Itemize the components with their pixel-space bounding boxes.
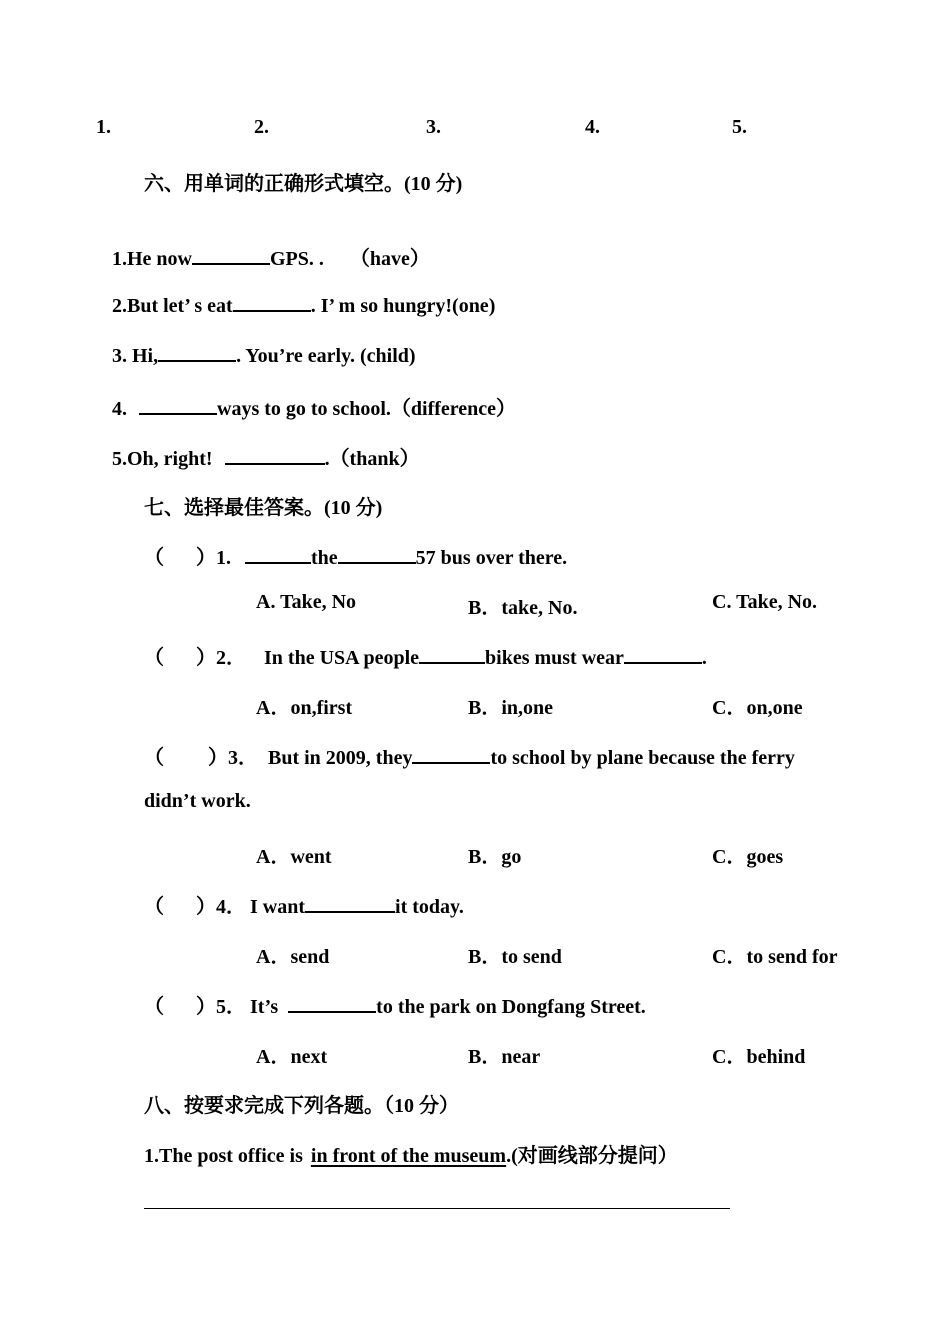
option-b[interactable]: B．go [468, 846, 522, 868]
answer-line[interactable] [144, 1208, 730, 1209]
choice-blank[interactable] [624, 644, 702, 664]
option-c[interactable]: C．to send for [712, 946, 838, 968]
fill-item-pre: 1.He now [112, 248, 192, 270]
choice-blank[interactable] [412, 744, 490, 764]
answer-number-5: 5. [732, 116, 747, 138]
fill-item-post: . You’re early. (child) [236, 345, 416, 367]
fill-item-1 [112, 242, 430, 271]
question-text: 57 bus over there. [415, 547, 568, 569]
choice-question-5 [144, 990, 646, 1019]
question-text: 1.The post office is [144, 1145, 303, 1167]
rewrite-question-1 [144, 1139, 678, 1168]
answer-paren-close: ） [196, 647, 216, 669]
question-text: to the park on Dongfang Street. [376, 996, 646, 1018]
question-text: bikes must wear [485, 647, 624, 669]
answer-number-2: 2. [254, 116, 269, 138]
answer-paren-open: （ [144, 996, 164, 1018]
fill-item-pre: 3. Hi, [112, 345, 159, 367]
option-a[interactable]: A．went [256, 846, 332, 868]
answer-paren-open: （ [144, 647, 164, 669]
answer-paren-close: ） [196, 996, 216, 1018]
question-3-continuation: didn’t work. [144, 790, 251, 812]
option-b[interactable]: B．in,one [468, 697, 554, 719]
fill-item-2 [112, 292, 495, 318]
option-b[interactable]: B．to send [468, 946, 562, 968]
question-number: 2． [216, 647, 246, 669]
fill-blank-2[interactable] [233, 292, 311, 312]
option-a[interactable]: A. Take, No [256, 591, 357, 613]
fill-item-pre: 5.Oh, right! [112, 448, 213, 470]
answer-paren-close: ） [196, 547, 216, 569]
question-number: 1. [216, 547, 231, 569]
fill-item-post: . I’ m so hungry!(one) [310, 295, 496, 317]
answer-number-4: 4. [585, 116, 600, 138]
fill-item-3 [112, 342, 416, 368]
answer-paren-open: （ [144, 896, 164, 918]
fill-blank-4[interactable] [139, 395, 217, 415]
fill-blank-1[interactable] [192, 245, 270, 265]
fill-item-pre: 2.But let’ s eat [112, 295, 233, 317]
choice-question-3 [144, 741, 795, 770]
fill-blank-3[interactable] [158, 342, 236, 362]
question-number: 3． [228, 747, 258, 769]
option-a[interactable]: A．on,first [256, 697, 353, 719]
fill-item-hint: （have） [349, 248, 430, 270]
question-text: . [701, 647, 707, 669]
option-a[interactable]: A．next [256, 1046, 328, 1068]
option-b[interactable]: B．take, No. [468, 597, 578, 619]
question-text: the [311, 547, 338, 569]
question-text: It’s [250, 996, 279, 1018]
choice-blank[interactable] [338, 544, 416, 564]
answer-number-1: 1. [96, 116, 111, 138]
choice-question-4 [144, 890, 464, 919]
fill-item-pre: 4. [112, 398, 127, 420]
option-a[interactable]: A．send [256, 946, 330, 968]
choice-question-2 [144, 641, 707, 670]
underlined-phrase: in front of the museum [310, 1145, 507, 1167]
choice-blank[interactable] [288, 993, 376, 1013]
option-c[interactable]: C．behind [712, 1046, 806, 1068]
fill-item-post: .（thank） [324, 448, 420, 470]
question-number: 5． [216, 996, 246, 1018]
choice-question-1 [144, 541, 567, 570]
fill-item-5 [112, 442, 420, 471]
choice-blank[interactable] [245, 544, 311, 564]
option-c[interactable]: C. Take, No. [712, 591, 818, 613]
answer-paren-open: （ [144, 747, 164, 769]
answer-number-3: 3. [426, 116, 441, 138]
choice-blank[interactable] [419, 644, 485, 664]
fill-item-post: GPS. . [270, 248, 324, 270]
option-b[interactable]: B．near [468, 1046, 541, 1068]
choice-blank[interactable] [305, 893, 395, 913]
question-text: I want [250, 896, 306, 918]
option-c[interactable]: C．on,one [712, 697, 803, 719]
question-text: But in 2009, they [268, 747, 413, 769]
fill-item-4 [112, 392, 516, 421]
answer-paren-close: ） [196, 896, 216, 918]
question-number: 4． [216, 896, 246, 918]
question-text: to school by plane because the ferry [490, 747, 795, 769]
fill-blank-5[interactable] [225, 445, 325, 465]
answer-paren-close: ） [208, 747, 228, 769]
section6-title: 六、用单词的正确形式填空。(10 分) [144, 173, 463, 195]
question-instruction: .(对画线部分提问） [506, 1145, 678, 1167]
question-text: In the USA people [264, 647, 420, 669]
fill-item-post: ways to go to school.（difference） [217, 398, 517, 420]
section7-title: 七、选择最佳答案。(10 分) [144, 497, 383, 519]
answer-paren-open: （ [144, 547, 164, 569]
option-c[interactable]: C．goes [712, 846, 784, 868]
section8-title: 八、按要求完成下列各题。（10 分） [144, 1095, 459, 1117]
question-text: it today. [395, 896, 464, 918]
